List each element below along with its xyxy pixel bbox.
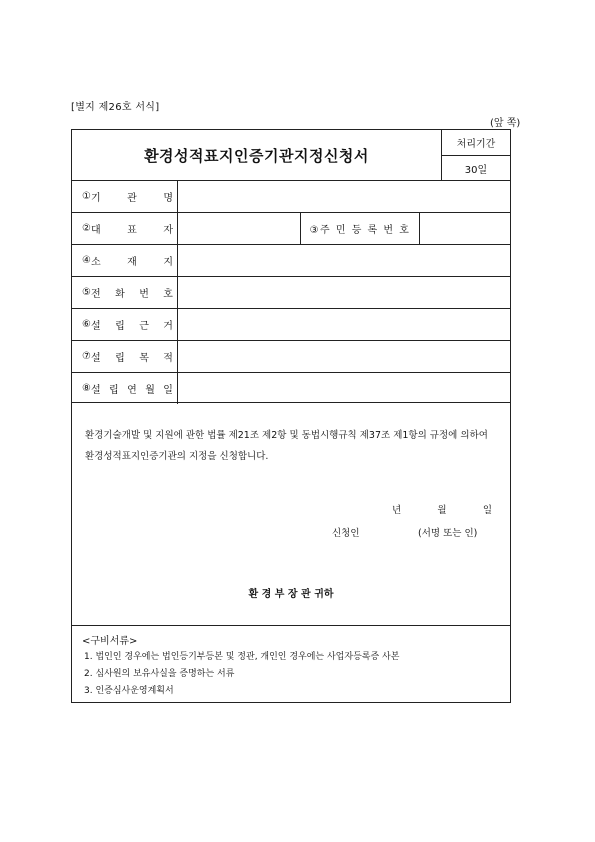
field-label-text bbox=[91, 381, 173, 396]
establishment-date-label bbox=[72, 373, 178, 404]
field-label-text bbox=[91, 317, 173, 332]
location-label bbox=[72, 245, 178, 276]
page-side-label: (앞 쪽) bbox=[490, 118, 521, 129]
label-char: 전 bbox=[90, 289, 101, 300]
institution-name-label bbox=[72, 181, 178, 212]
document-item: 3. 인증심사운영계획서 bbox=[84, 686, 174, 696]
date-year-label: 년 bbox=[392, 505, 402, 516]
label-char: 대 bbox=[90, 225, 101, 236]
processing-period-box bbox=[441, 130, 510, 180]
field-label-text bbox=[91, 221, 173, 236]
label-char: 월 bbox=[145, 385, 155, 396]
label-char: 화 bbox=[115, 289, 125, 300]
label-char: 립 bbox=[115, 353, 125, 364]
label-char: 표 bbox=[127, 225, 137, 236]
documents-title: <구비서류> bbox=[82, 636, 138, 647]
field-number: ② bbox=[82, 223, 91, 234]
field-label-text bbox=[91, 349, 173, 364]
label-char: 관 bbox=[127, 193, 137, 204]
row-phone-number bbox=[72, 276, 510, 308]
label-char: 자 bbox=[163, 225, 173, 236]
date-line bbox=[392, 502, 492, 516]
label-char: 립 bbox=[109, 385, 119, 396]
resident-number-label: ③주 민 등 록 번 호 bbox=[300, 213, 420, 244]
field-number: ⑧ bbox=[82, 383, 91, 394]
label-char: 적 bbox=[163, 353, 173, 364]
application-statement: 환경기술개발 및 지원에 관한 법률 제21조 제2항 및 동법시행규칙 제37조 제1항의 규정에 의하여 환경성적표지인증기관의 지정을 신청합니다. bbox=[85, 430, 488, 462]
row-institution-name bbox=[72, 180, 510, 212]
label-char: 거 bbox=[163, 321, 173, 332]
field-number: ④ bbox=[82, 255, 91, 266]
field-label-text bbox=[91, 253, 173, 268]
processing-period-label: 처리기간 bbox=[442, 130, 510, 156]
label-char: 설 bbox=[90, 385, 101, 396]
label-char: 소 bbox=[90, 257, 101, 268]
row-establishment-date bbox=[72, 372, 510, 404]
label-char: 지 bbox=[163, 257, 173, 268]
label-char: 재 bbox=[127, 257, 137, 268]
label-char: 근 bbox=[139, 321, 149, 332]
date-month-label: 월 bbox=[437, 505, 447, 516]
statement-area bbox=[72, 402, 510, 625]
field-number: ① bbox=[82, 191, 91, 202]
form-title: 환경성적표지인증기관지정신청서 bbox=[144, 146, 369, 165]
form-number: [별지 제26호 서식] bbox=[71, 102, 160, 113]
label-char: 일 bbox=[163, 385, 173, 396]
label-char: 호 bbox=[163, 289, 173, 300]
label-char: 명 bbox=[163, 193, 173, 204]
row-legal-basis bbox=[72, 308, 510, 340]
legal-basis-label bbox=[72, 309, 178, 340]
purpose-label bbox=[72, 341, 178, 372]
application-form bbox=[71, 129, 511, 703]
representative-label bbox=[72, 213, 178, 244]
signature-label: (서명 또는 인) bbox=[418, 528, 478, 539]
label-char: 설 bbox=[90, 353, 101, 364]
document-item: 1. 법인인 경우에는 법인등기부등본 및 정관, 개인인 경우에는 사업자등록증 사본 bbox=[84, 652, 400, 662]
row-location bbox=[72, 244, 510, 276]
phone-number-label bbox=[72, 277, 178, 308]
label-char: 연 bbox=[127, 385, 137, 396]
label-char: 설 bbox=[90, 321, 101, 332]
row-representative bbox=[72, 212, 510, 244]
addressee: 환 경 부 장 관 귀하 bbox=[248, 589, 334, 600]
row-purpose bbox=[72, 340, 510, 372]
field-label-text bbox=[91, 285, 173, 300]
field-number: ⑤ bbox=[82, 287, 91, 298]
label-char: 기 bbox=[90, 193, 101, 204]
label-char: 목 bbox=[139, 353, 149, 364]
field-label-text bbox=[91, 189, 173, 204]
document-item: 2. 심사원의 보유사실을 증명하는 서류 bbox=[84, 669, 235, 679]
field-number: ⑥ bbox=[82, 319, 91, 330]
processing-period-value: 30일 bbox=[464, 164, 488, 176]
required-documents bbox=[72, 625, 510, 702]
date-day-label: 일 bbox=[482, 505, 492, 516]
field-number: ⑦ bbox=[82, 351, 91, 362]
label-char: 번 bbox=[139, 289, 149, 300]
label-char: 립 bbox=[115, 321, 125, 332]
applicant-label: 신청인 bbox=[332, 528, 360, 539]
